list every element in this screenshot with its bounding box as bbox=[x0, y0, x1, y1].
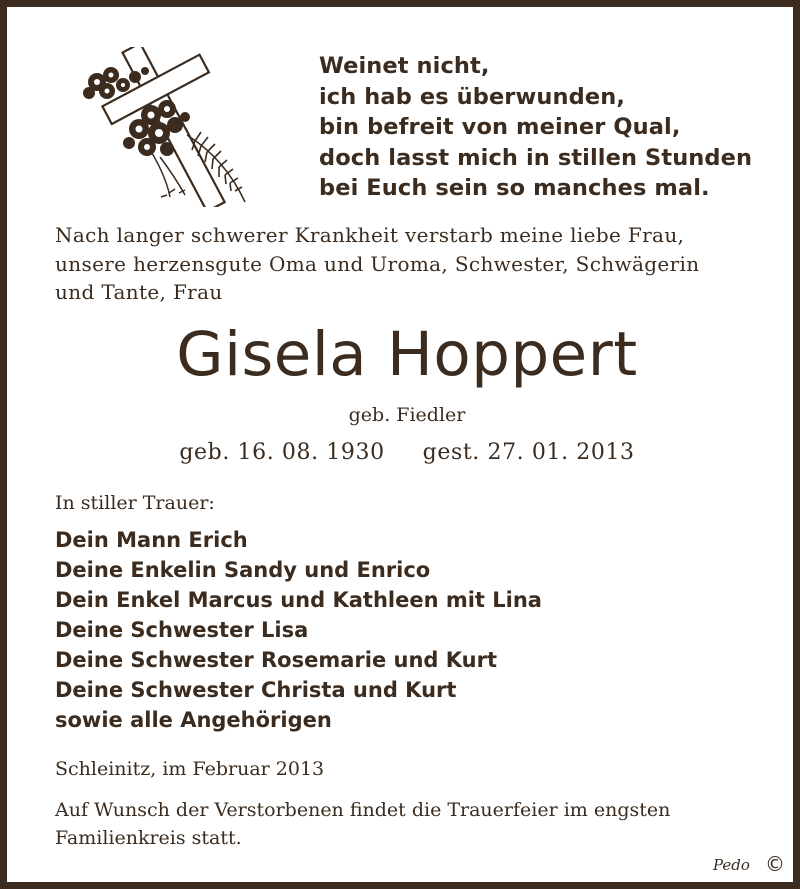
intro-line: Nach langer schwerer Krankheit verstarb meine liebe Frau, bbox=[55, 223, 685, 247]
intro-line: und Tante, Frau bbox=[55, 280, 223, 304]
funeral-line: Auf Wunsch der Verstorbenen findet die Trauerfeier im engsten bbox=[55, 799, 671, 821]
family-member: Dein Enkel Marcus und Kathleen mit Lina bbox=[55, 588, 542, 612]
intro-text bbox=[55, 221, 795, 307]
deceased-name: Gisela Hoppert bbox=[176, 319, 638, 390]
family-member: Dein Mann Erich bbox=[55, 528, 248, 552]
cross-with-flowers-icon bbox=[75, 47, 255, 207]
poem-line: ich hab es überwunden, bbox=[319, 83, 625, 110]
copyright-icon: © bbox=[765, 852, 785, 876]
family-member: sowie alle Angehörigen bbox=[55, 708, 332, 732]
poem bbox=[319, 51, 779, 204]
family-member: Deine Schwester Christa und Kurt bbox=[55, 678, 457, 702]
family-list bbox=[55, 525, 795, 735]
life-dates bbox=[7, 438, 800, 468]
poem-line: Weinet nicht, bbox=[319, 53, 490, 79]
poem-line: doch lasst mich in stillen Stunden bbox=[319, 144, 753, 171]
poem-line: bin befreit von meiner Qual, bbox=[319, 114, 681, 140]
funeral-note bbox=[55, 796, 795, 852]
family-member: Deine Schwester Lisa bbox=[55, 618, 309, 642]
maiden-name: geb. Fiedler bbox=[348, 404, 466, 426]
family-member: Deine Enkelin Sandy und Enrico bbox=[55, 558, 431, 582]
funeral-line: Familienkreis statt. bbox=[55, 827, 242, 849]
signature: Pedo bbox=[713, 856, 750, 874]
poem-line: bei Euch sein so manches mal. bbox=[319, 175, 710, 201]
birth-date: geb. 16. 08. 1930 bbox=[179, 440, 385, 465]
mourning-label: In stiller Trauer: bbox=[55, 492, 215, 514]
place-date: Schleinitz, im Februar 2013 bbox=[55, 758, 325, 780]
intro-line: unsere herzensgute Oma und Uroma, Schwester, Schwägerin bbox=[55, 251, 700, 276]
family-member: Deine Schwester Rosemarie und Kurt bbox=[55, 648, 497, 672]
death-date: gest. 27. 01. 2013 bbox=[422, 440, 635, 465]
